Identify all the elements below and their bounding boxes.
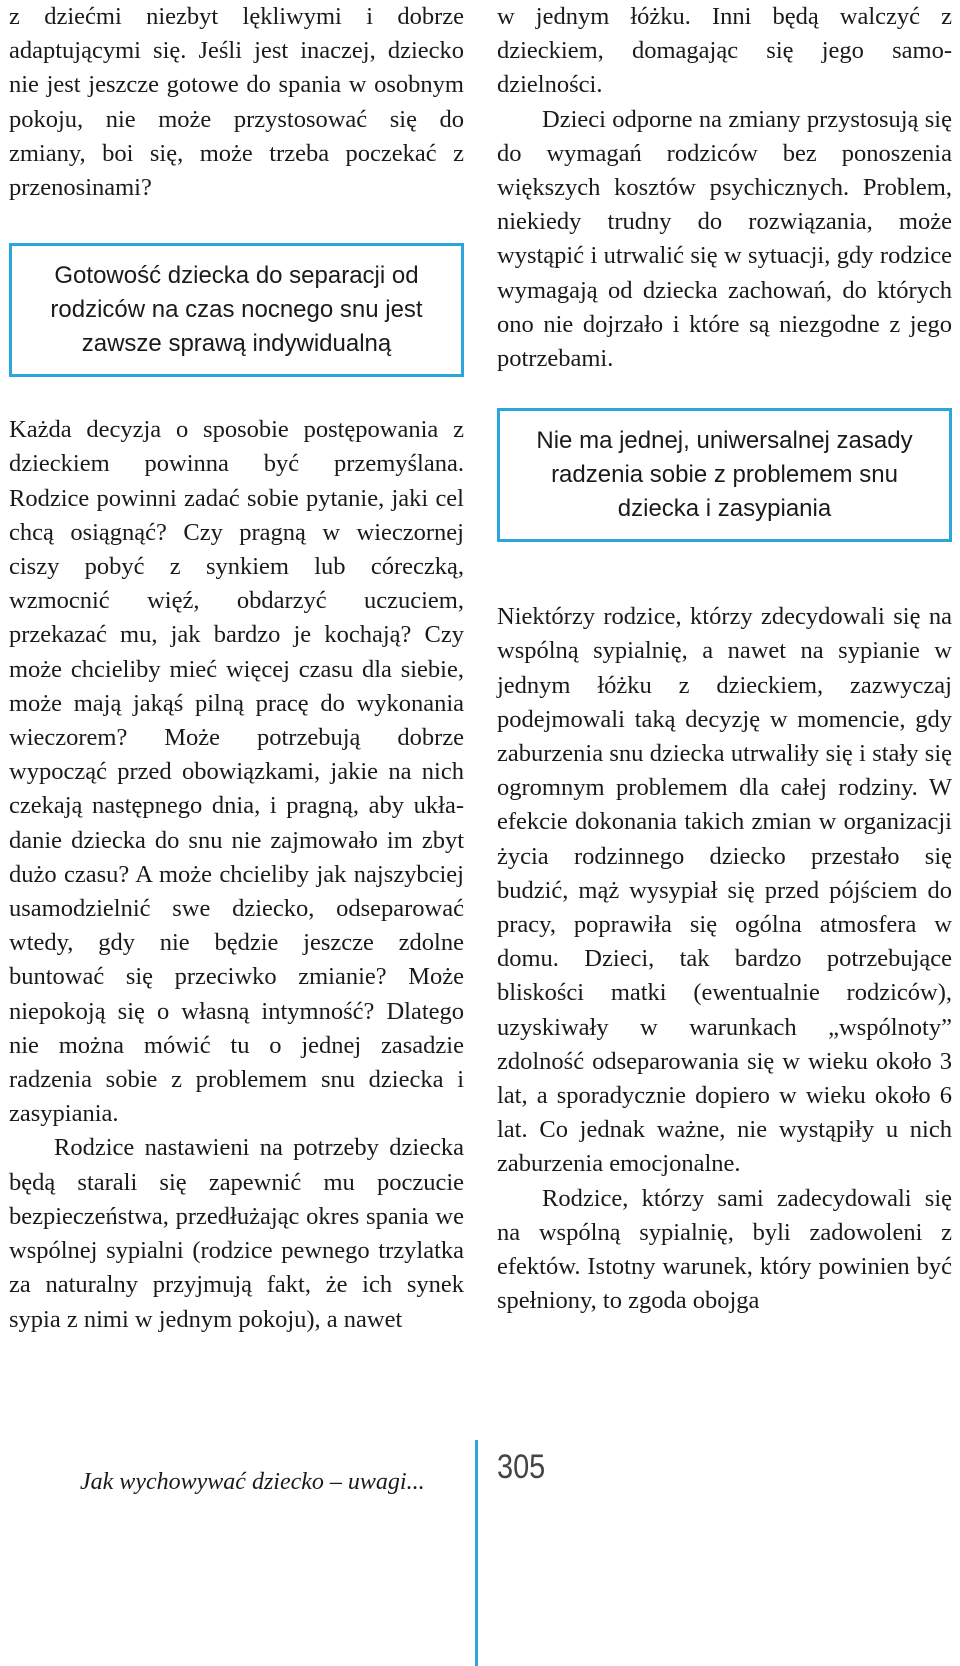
footer-divider bbox=[475, 1440, 478, 1666]
page-number: 305 bbox=[497, 1448, 546, 1486]
left-column bbox=[9, 0, 464, 1337]
pullquote-line: rodziców na czas nocnego snu jest bbox=[50, 296, 423, 324]
paragraph-decision: Każda decyzja o sposobie postępowania z dzieckiem powinna być przemyślana. Rodzice powinni zadać sobie pytanie, jaki cel chcą osiągnąć? Czy pragną w wieczornej ciszy pobyć z synkiem lub córeczką, wzmocnić więź, obdarzyć uczuciem, przekazać mu, jak bardzo je kochają? Czy może chcieliby mieć więcej czasu dla siebie, może mają jakąś pilną pracę do wykonania wieczorem? Może potrzebują dobrze wypocząć przed obowiązkami, jakie na nich czekają następnego dnia, i pragną, aby układanie dziecka do snu nie zajmowało im zbyt dużo czasu? A może chcieliby jak najszybciej usamodzielnić swe dziecko, odseparować wtedy, gdy nie będzie jeszcze zdolne buntować się przeciwko zmianie? Może niepokoją się o własną intymność? Dlatego nie można mówić tu o jednej zasadzie radzenia sobie z problemem snu dziecka i zasypiania. bbox=[9, 416, 464, 1128]
right-column bbox=[497, 0, 952, 1319]
pullquote-line: zawsze sprawą indywidualną bbox=[81, 330, 392, 358]
paragraph-intro: z dziećmi niezbyt lękliwymi i dobrze adaptującymi się. Jeśli jest inaczej, dziecko nie jest jeszcze gotowe do spania w osobnym pokoju, nie może przystosować się do zmiany, boi się, może trzeba poczekać z przenosinami? bbox=[9, 3, 464, 202]
pullquote-line: Nie ma jednej, uniwersalnej zasady bbox=[536, 427, 913, 455]
running-title: Jak wychowywać dziecko – uwagi... bbox=[80, 1469, 425, 1495]
paragraph-some-parents: Niektórzy rodzice, którzy zdecydowali się na wspólną sypialnię, a nawet na sypianie w jednym łóżku z dzieckiem, zazwyczaj podejmowali taką decyzję w momencie, gdy zaburzenia snu dziecka utrwaliły się i stały się ogromnym problemem dla całej rodziny. W efekcie dokonania takich zmian w organizacji życia rodzinnego dziecko przestało się budzić, mąż wysypiał się przed pójściem do pracy, poprawiła się ogólna atmosfera w domu. Dzieci, tak bardzo potrzebujące bliskości matki (ewentualnie rodziców), uzyskiwały w warunkach „wspólnoty” zdolność odseparowania się w wieku około 3 lat, a sporadycznie dopiero w wieku około 6 lat. Co jednak ważne, nie wystąpiły u nich zaburzenia emocjonalne. bbox=[497, 603, 952, 1178]
pullquote-line: radzenia sobie z problemem snu bbox=[551, 461, 898, 489]
paragraph-decided: Rodzice, którzy sami zadecydowali się na wspólną sypialnię, byli zadowoleni z efektów. Istotny warunek, który powinien być spełniony, to zgoda obojga bbox=[497, 1184, 952, 1315]
paragraph-parents: Rodzice nastawieni na potrzeby dziecka będą starali się zapewnić mu poczucie bezpieczeństwa, przedłużając okres spania we wspólnej sypialni (rodzice pewnego trzylatka za naturalny przyjmują fakt, że ich synek sypia z nimi w jednym pokoju), a nawet bbox=[9, 1134, 464, 1333]
pullquote-readiness bbox=[9, 243, 464, 377]
pullquote-no-universal-rule bbox=[497, 408, 952, 542]
paragraph-resilient: Dzieci odporne na zmiany przystosują się do wymagań rodziców bez ponoszenia większych kosztów psychicznych. Problem, niekiedy trudny do rozwiązania, może wystąpić i utrwalić się w sytuacji, gdy rodzice wymagają od dziecka zachowań, do których ono nie dojrzało i które są niezgodne z jego potrzebami. bbox=[497, 105, 952, 373]
pullquote-line: dziecka i zasypiania bbox=[617, 495, 832, 523]
pullquote-line: Gotowość dziecka do separacji od bbox=[54, 262, 419, 290]
paragraph-continue: w jednym łóżku. Inni będą walczyć z dzieckiem, domagając się jego samodzielności. bbox=[497, 3, 952, 99]
